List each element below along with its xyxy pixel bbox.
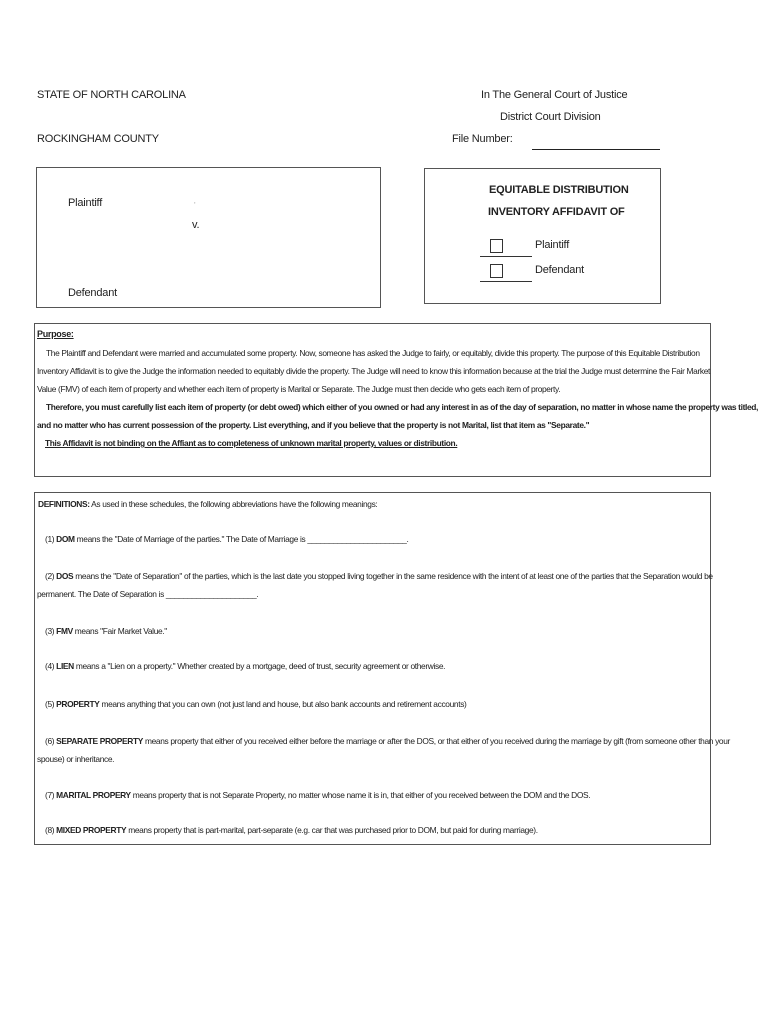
purpose-line-3: Value (FMV) of each item of property and whether each item of property is Marital or Separate. The Judge must then decide who gets each item of property.: [37, 384, 561, 394]
definitions-box: [34, 492, 730, 845]
purpose-line-6: This Affidavit is not binding on the Affiant as to completeness of unknown marital property, values or distribution.: [45, 438, 458, 448]
file-number-label: File Number:: [452, 133, 513, 145]
caption-mark: ,: [194, 199, 196, 205]
defendant-checkbox[interactable]: [490, 264, 503, 278]
plaintiff-check-line: [480, 256, 532, 257]
title-box: [424, 168, 661, 304]
county-name: ROCKINGHAM COUNTY: [37, 133, 159, 145]
defendant-check-line: [480, 281, 532, 282]
definition-lien: (4) LIEN means a "Lien on a property." Whether created by a mortgage, deed of trust, security agreement or otherwise.: [45, 661, 446, 671]
caption-box: [36, 167, 381, 308]
title-line-1: EQUITABLE DISTRIBUTION: [489, 184, 629, 196]
plaintiff-option-label: Plaintiff: [535, 239, 570, 251]
court-name: In The General Court of Justice: [481, 89, 628, 101]
definition-dom: (1) DOM means the "Date of Marriage of the parties." The Date of Marriage is _______________________.: [45, 534, 409, 544]
definition-mixed: (8) MIXED PROPERTY means property that is part-marital, part-separate (e.g. car that was purchased prior to DOM, but paid for during marriage).: [45, 825, 538, 835]
definitions-intro: DEFINITIONS: As used in these schedules, the following abbreviations have the following meanings:: [38, 499, 378, 509]
plaintiff-checkbox[interactable]: [490, 239, 503, 253]
title-line-2: INVENTORY AFFIDAVIT OF: [488, 206, 625, 218]
file-number-field[interactable]: [532, 149, 660, 150]
definition-dos: (2) DOS means the "Date of Separation" of the parties, which is the last date you stopped living together in the same residence with the intent of at least one of the parties that the Separation would be: [45, 571, 713, 581]
purpose-line-4: Therefore, you must carefully list each item of property (or debt owed) which either of you owned or had any interest in as of the day of separation, no matter in whose name the property was titled,: [46, 402, 759, 412]
purpose-line-5: and no matter who has current possession of the property. List everything, and if you believe that the property is not Marital, list that item as "Separate.": [37, 420, 590, 430]
court-division: District Court Division: [500, 111, 601, 123]
versus-label: v.: [192, 219, 200, 231]
defendant-option-label: Defendant: [535, 264, 584, 276]
definition-dos-cont: permanent. The Date of Separation is _____________________.: [37, 589, 259, 599]
state-name: STATE OF NORTH CAROLINA: [37, 89, 186, 101]
definition-separate: (6) SEPARATE PROPERTY means property that either of you received either before the marriage or after the DOS, or that either of you received during the marriage by gift (from someone other than your: [45, 736, 730, 746]
definition-marital: (7) MARITAL PROPERY means property that is not Separate Property, no matter whose name it is in, that either of you received between the DOM and the DOS.: [45, 790, 591, 800]
definition-property: (5) PROPERTY means anything that you can own (not just land and house, but also bank accounts and retirement accounts): [45, 699, 467, 709]
purpose-box: [34, 323, 759, 477]
definition-fmv: (3) FMV means "Fair Market Value.": [45, 626, 167, 636]
defendant-label: Defendant: [68, 287, 117, 299]
purpose-line-2: Inventory Affidavit is to give the Judge the information needed to equitably divide the property. The Judge will need to know this information because at the trial the Judge must determine the Fair Market: [37, 366, 711, 376]
purpose-heading: Purpose:: [37, 329, 74, 339]
definition-separate-cont: spouse) or inheritance.: [37, 754, 115, 764]
plaintiff-label: Plaintiff: [68, 197, 103, 209]
purpose-line-1: The Plaintiff and Defendant were married and accumulated some property. Now, someone has asked the Judge to fairly, or equitably, divide this property. The purpose of this Equitable Distribution: [46, 348, 700, 358]
